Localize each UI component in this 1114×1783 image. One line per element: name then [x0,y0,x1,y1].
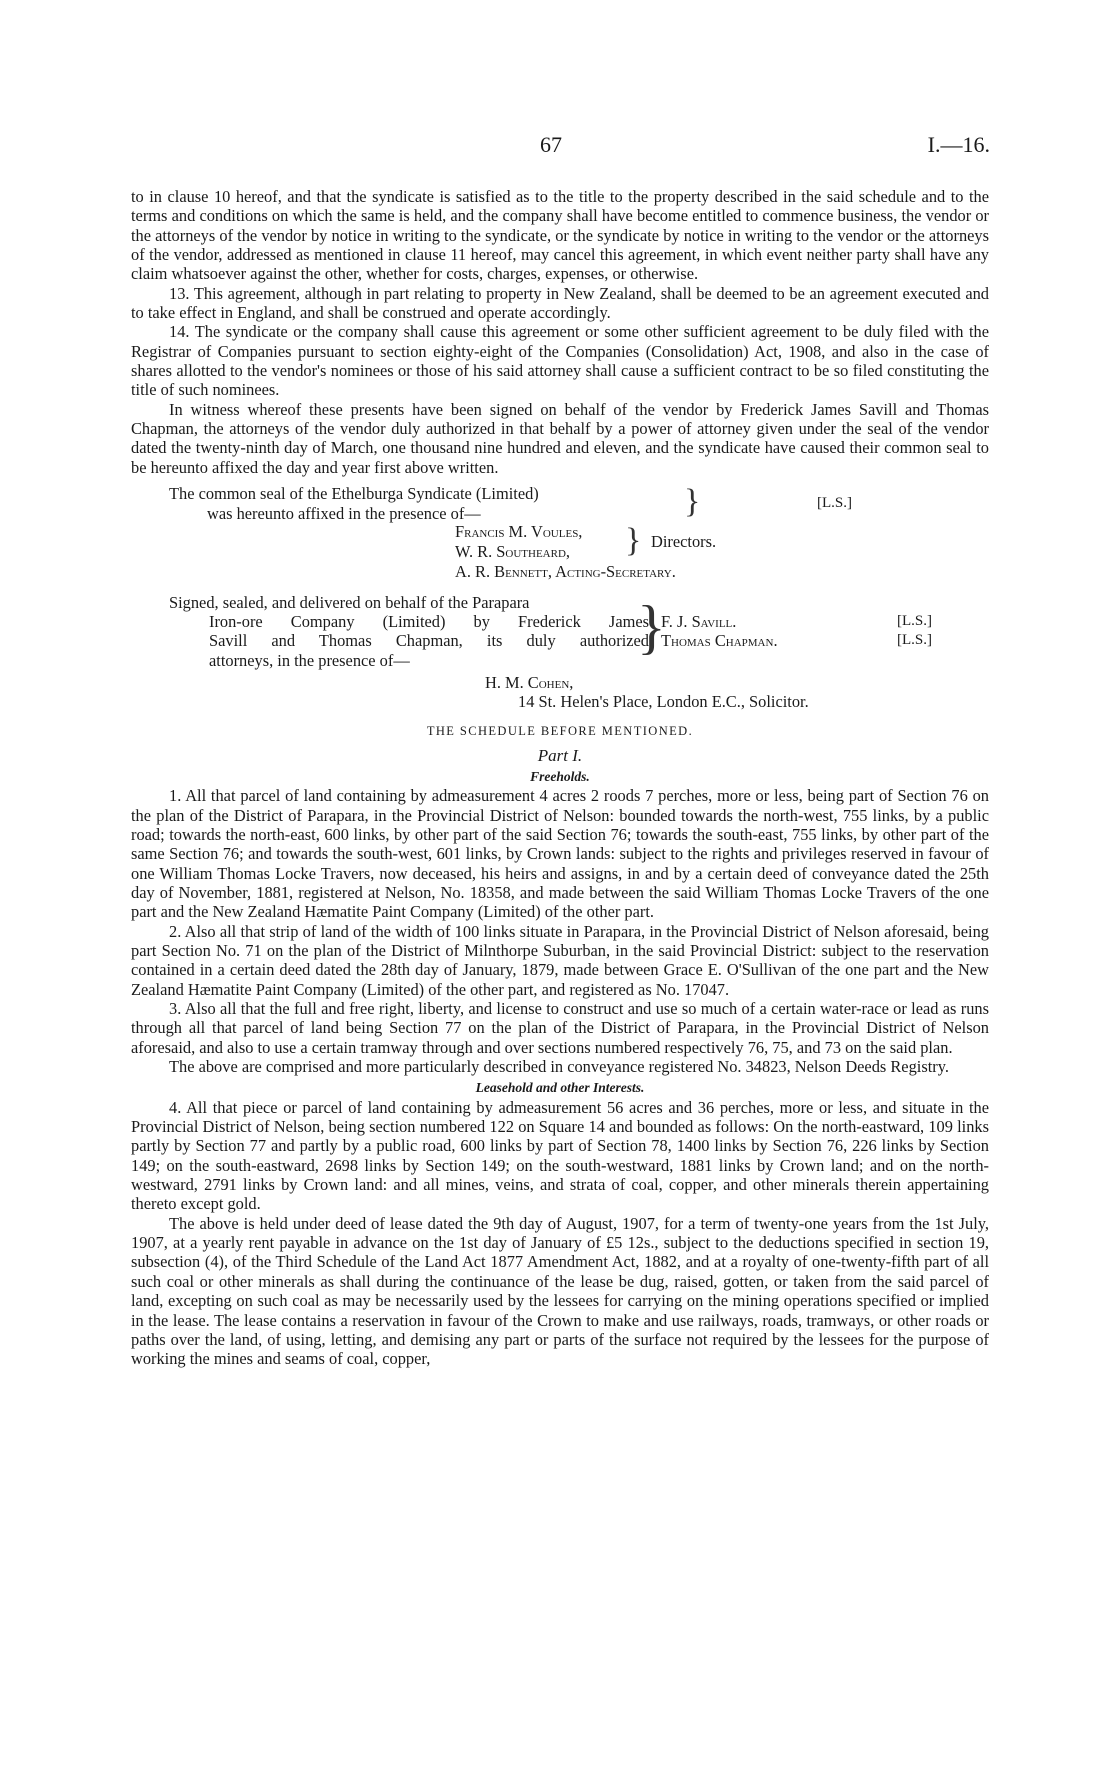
schedule-item: 4. All that piece or parcel of land containing by admeasurement 56 acres and 36 perches, more or less, and situate in the Provincial District of Nelson, being section numbered 122 on Square 14 and bounded as follows: On the north-eastward, 109 links partly by Section 77 and partly by a public road, 600 links by part of Section 78, 1400 links by Section 76, 226 links by Section 149; on the south-eastward, 2698 links by Section 149; on the south-westward, 1881 links by Crown land; and on the north-westward, 2791 links by Crown land: and all mines, veins, and strata of coal, copper, and other minerals therein appertaining thereto except gold. [131,1097,989,1214]
signed-line: attorneys, in the presence of— [209,650,410,670]
witness-address: 14 St. Helen's Place, London E.C., Solicitor. [518,691,809,711]
document-reference: I.—16. [927,132,990,157]
seal-mark: [L.S.] [817,495,852,512]
seal-line-1: The common seal of the Ethelburga Syndicate (Limited) [169,484,539,504]
signatory-name: Thomas Chapman. [661,630,778,650]
acting-secretary: A. R. Bennett, Acting-Secretary. [455,562,676,582]
signed-line: Signed, sealed, and delivered on behalf of the Parapara [169,592,530,612]
schedule-note: The above is held under deed of lease dated the 9th day of August, 1907, for a term of twenty-one years from the 1st July, 1907, at a yearly rent payable in advance on the 1st day of January of £5 12s., subject to the deductions specified in section 19, subsection (4), of the Third Schedule of the Land Act 1877 Amendment Act, 1882, and at a royalty of one-twenty-fifth part of all such coal or other minerals as shall during the continuance of the lease be dug, raised, gotten, or taken from the said parcel of land, excepting on such coal as may be necessarily used by the lessees for carrying on the mining operations specified or implied in the lease. The lease contains a reservation in favour of the Crown to make and use railways, roads, tramways, or other roads or paths over the land, of using, letting, and demising any part or parts of the surface not required by the lessees for the purpose of working the mines and seams of coal, copper, [131,1213,989,1369]
signatory-seals [897,612,932,651]
common-seal-block [131,484,989,522]
brace-glyph: } [625,522,642,560]
signed-line: Savill and Thomas Chapman, its duly authorized [209,631,649,651]
schedule-heading: THE SCHEDULE BEFORE MENTIONED. [426,724,694,739]
freeholds-heading: Freeholds. [530,768,590,784]
directors-label: Directors. [651,532,717,552]
witness-name: H. M. Cohen, [485,672,574,692]
schedule-item: 2. Also all that strip of land of the width of 100 links situate in Parapara, in the Provincial District of Nelson aforesaid, being part Section No. 71 on the plan of the District of Milnthorpe Suburban, in the said Provincial District: subject to the reservation contained in a certain deed dated the 28th day of January, 1879, made between Grace E. O'Sullivan of the one part and the New Zealand Hæmatite Paint Company (Limited) of the other part, and registered as No. 17047. [131,921,989,999]
clause-14: 14. The syndicate or the company shall cause this agreement or some other sufficient agreement to be duly filed with the Registrar of Companies pursuant to section eighty-eight of the Companies (Consolidation) Act, 1908, and also in the case of shares allotted to the vendor's nominees or those of his said attorney shall cause a sufficient contract to be so filed constituting the title of such nominees. [131,322,989,400]
director-name: W. R. Southeard, [455,541,570,561]
page-header [0,132,1114,162]
page-number: 67 [540,132,562,157]
signatories [661,612,778,651]
seal-line-2: was hereunto affixed in the presence of— [207,503,481,523]
seal-mark: [L.S.] [897,612,932,629]
schedule-part-title: Part I. [537,745,583,765]
directors-block [455,522,989,584]
signatory-name: F. J. Savill. [661,611,737,631]
schedule-note: The above are comprised and more particularly described in conveyance registered No. 34823, Nelson Deeds Registry. [169,1057,949,1077]
paragraph-continuation: to in clause 10 hereof, and that the syndicate is satisfied as to the title to the property described in the said schedule and to the terms and conditions on which the same is held, and the company shall have become entitled to commence business, the vendor or the attorneys of the vendor by notice in writing to the syndicate, or the syndicate by notice in writing to the vendor or the attorneys of the vendor, addressed as mentioned in clause 11 hereof, may cancel this agreement, in which event neither party shall have any claim whatsoever against the other, whether for costs, charges, expenses, or otherwise. [131,187,989,284]
schedule-item: 1. All that parcel of land containing by admeasurement 4 acres 2 roods 7 perches, more or less, being part of Section 76 on the plan of the District of Parapara, in the Provincial District of Nelson: bounded towards the north-west, 755 links, by a public road; towards the north-east, 600 links, by other part of the said Section 76; towards the south-east, 755 links, by other part of the same Section 76; and towards the south-west, 601 links, by Crown lands: subject to the rights and privileges reserved in favour of one William Thomas Locke Travers, now deceased, his heirs and assigns, in and by a certain deed of conveyance dated the 25th day of November, 1881, registered at Nelson, No. 18358, and made between the said William Thomas Locke Travers of the one part and the New Zealand Hæmatite Paint Company (Limited) of the other part. [131,786,989,922]
brace-glyph: } [637,593,666,660]
brace-glyph: } [684,483,701,521]
seal-mark: [L.S.] [897,631,932,648]
signed-block [131,593,989,673]
clause-13: 13. This agreement, although in part relating to property in New Zealand, shall be deemed to be an agreement executed and to take effect in England, and shall be construed and operate accordingly. [131,283,989,323]
document-body [131,187,989,1369]
leasehold-heading: Leasehold and other Interests. [475,1080,645,1096]
schedule-item: 3. Also all that the full and free right, liberty, and license to construct and use so much of a certain water-race or lead as runs through all that parcel of land being Section 77 on the plan of the District of Parapara, in the Provincial District of Nelson aforesaid, and also to use a certain tramway through and over sections numbered respectively 76, 75, and 73 on the said plan. [131,999,989,1057]
director-name: Francis M. Voules, [455,522,583,542]
signed-line: Iron-ore Company (Limited) by Frederick James [209,611,649,631]
witness-clause: In witness whereof these presents have been signed on behalf of the vendor by Frederick James Savill and Thomas Chapman, the attorneys of the vendor duly authorized in that behalf by a power of attorney given under the seal of the vendor dated the twenty-ninth day of March, one thousand nine hundred and eleven, and the syndicate have caused their common seal to be hereunto affixed the day and year first above written. [131,399,989,477]
